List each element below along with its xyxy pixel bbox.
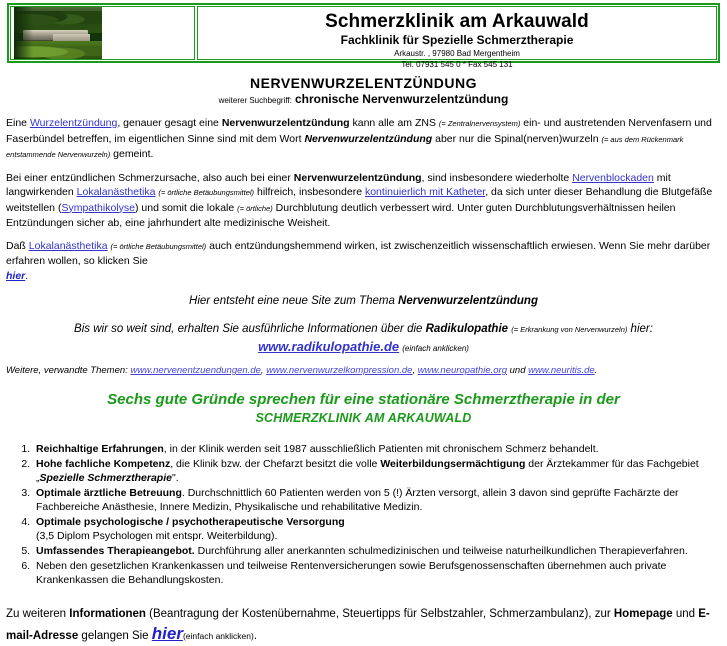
link-nervenwurzelkompression-de[interactable]: www.nervenwurzelkompression.de: [266, 365, 413, 376]
reason-1-rest: , in der Klinik werden seit 1987 ausschließlich Patienten mit chronischem Schmerz behandelt.: [163, 443, 599, 455]
link-neuropathie-org[interactable]: www.neuropathie.org: [417, 365, 507, 376]
footer-note: (einfach anklicken): [182, 631, 254, 641]
reason-4-rest2: (3,5 Diplom Psychologen mit entspr. Weiterbildung).: [36, 530, 278, 542]
notice-text-3: hier:: [627, 323, 653, 335]
reason-2-italic: Spezielle Schmerztherapie: [39, 472, 172, 484]
search-term-value: chronische Nervenwurzelentzündung: [294, 92, 509, 106]
themes-and: und: [506, 365, 529, 376]
radikulopathie-link-row: [6, 339, 721, 354]
p2-note-2: (= örtliche): [237, 203, 273, 213]
p1-text-5: aber nur die Spinal(nerven)wurzeln: [432, 132, 602, 145]
reason-1-bold: Reichhaltige Erfahrungen: [36, 443, 164, 455]
antiinflammatory-paragraph: [6, 239, 721, 284]
six-reasons-heading: [6, 390, 721, 428]
header-logo-cell: [10, 6, 195, 60]
reason-2-bold2: Weiterbildungsermächtigung: [380, 458, 526, 470]
header-title-cell: [197, 6, 717, 69]
p2-text-2: , sind insbesondere wiederholte: [421, 171, 573, 184]
footer-text-4: gelangen Sie: [78, 630, 152, 642]
six-reasons-heading-line2: SCHMERZKLINIK AM ARKAUWALD: [255, 411, 472, 425]
p2-text-7: Durchblutung deutlich verbessert wird. Unter guten Durchblutungsverhältnissen heilen Entzündungen sicher ab, eine jahrhundert alte medizinische Weisheit.: [6, 201, 676, 229]
intro-paragraph: [6, 116, 721, 163]
footer-text-5: .: [253, 630, 258, 642]
notice-note: (= Erkrankung von Nervenwurzeln): [511, 325, 628, 334]
themes-sep-1: ,: [260, 365, 267, 376]
reason-3-bold: Optimale ärztliche Betreuung: [36, 487, 182, 499]
p2-text-5: , da sich unter dieser Behandlung die Blutgefäße weitstellen (: [6, 186, 713, 214]
notice-bold-2: Radikulopathie: [425, 323, 509, 335]
link-wurzelentzuendung[interactable]: Wurzelentzündung: [29, 117, 118, 129]
link-kontinuierlich-mit-katheter[interactable]: kontinuierlich mit Katheter: [364, 186, 486, 198]
p3-text-1: Daß: [6, 239, 29, 252]
reason-2-bold: Hohe fachliche Kompetenz: [36, 458, 171, 470]
list-item: [33, 515, 721, 543]
link-hier-footer[interactable]: hier: [151, 624, 183, 643]
p1-text-6: gemeint.: [110, 148, 154, 160]
list-item: [33, 486, 721, 514]
reason-2-rest2: der Ärztekammer für das Fachgebiet „: [36, 458, 699, 484]
p1-note-1: (= Zentralnervensystem): [438, 119, 521, 128]
reason-6-rest: Neben den gesetzlichen Krankenkassen und teilweise Rentenversicherungen sowie Berufsgenossenschaften übernehmen auch private Krankenkassen die Behandlungskosten.: [36, 560, 667, 586]
footer-bold-3: E-mail-Adresse: [6, 608, 710, 642]
header-banner: [7, 3, 720, 69]
themes-label: Weitere, verwandte Themen:: [6, 365, 131, 376]
radikulopathie-link-note: (einfach anklicken): [402, 344, 469, 353]
p2-text-4: hilfreich, insbesondere: [254, 186, 365, 198]
p2-text-3: mit langwirkenden: [6, 171, 671, 198]
footer-text-3: und: [672, 608, 699, 620]
additional-search-term: [6, 93, 721, 107]
link-neuritis-de[interactable]: www.neuritis.de: [528, 365, 595, 376]
p2-bold-1: Nervenwurzelentzündung: [293, 171, 422, 184]
search-term-label: weiterer Suchbegriff:: [218, 96, 292, 105]
p1-text-2: , genauer gesagt eine: [117, 117, 222, 129]
link-radikulopathie-de[interactable]: www.radikulopathie.de: [258, 339, 400, 354]
list-item: [33, 442, 721, 456]
notice-text-1: Hier entsteht eine neue Site zum Thema: [189, 295, 399, 307]
p3-text-2: auch entzündungshemmend wirken, ist zwischenzeitlich wissenschaftlich erwiesen. Wenn Sie mehr darüber erfahren wollen, so klicken Sie: [6, 239, 711, 267]
p2-note-1: (= örtliche Betäubungsmittel): [158, 188, 255, 197]
p1-bold-2: Nervenwurzelentzündung: [304, 132, 433, 145]
reason-5-rest: Durchführung aller anerkannten schulmedizinischen und teilweise naturheilkundlichen Therapieverfahren.: [194, 545, 688, 557]
list-item: [33, 544, 721, 558]
themes-sep-2: ,: [412, 365, 418, 376]
clinic-address: Arkaustr. , 97980 Bad Mergentheim: [394, 49, 520, 58]
p1-text-1: Eine: [6, 117, 30, 129]
six-reasons-heading-line1: Sechs gute Gründe sprechen für eine stationäre Schmerztherapie in der: [107, 391, 620, 408]
p1-text-3: kann alle am ZNS: [349, 117, 439, 129]
new-site-notice-line2: [6, 321, 721, 338]
link-lokalanaesthetika-2[interactable]: Lokalanästhetika: [28, 239, 108, 252]
page-content: [0, 75, 727, 646]
reason-2-rest3: ".: [171, 472, 179, 484]
link-hier-lokalanaesthetika[interactable]: hier: [6, 269, 26, 282]
link-nervenblockaden[interactable]: Nervenblockaden: [572, 171, 654, 184]
p2-text-1: Bei einer entzündlichen Schmerzursache, also auch bei einer: [6, 171, 294, 184]
new-site-notice-line1: [6, 293, 721, 309]
treatment-paragraph: [6, 171, 721, 231]
reason-3-rest: . Durchschnittlich 60 Patienten werden von 5 (!) Ärzten versorgt, allein 3 davon sind geprüfte Fachärzte der Fachbereiche Anästhesie, Innere Medizin, Physikalische und rehabilitative Medizin.: [36, 487, 679, 513]
link-sympathikolyse[interactable]: Sympathikolyse: [61, 201, 135, 214]
footer-bold-2: Homepage: [613, 608, 673, 620]
p3-note-1: (= örtliche Betäubungsmittel): [110, 241, 207, 251]
p1-note-2: (= aus dem Rückenmark entstammende Nervenwurzeln): [6, 134, 684, 159]
p3-text-3: .: [25, 269, 29, 282]
related-themes: [6, 365, 721, 376]
notice-bold-1: Nervenwurzelentzündung: [398, 295, 538, 307]
link-nervenentzuendungen-de[interactable]: www.nervenentzuendungen.de: [130, 365, 261, 376]
p2-text-6: ) und somit die lokale: [134, 201, 238, 214]
page-title: NERVENWURZELENTZÜNDUNG: [250, 75, 477, 91]
notice-text-2: Bis wir so weit sind, erhalten Sie ausführliche Informationen über die: [74, 323, 426, 335]
list-item: [33, 457, 721, 485]
list-item: [33, 559, 721, 587]
clinic-subtitle: Fachklinik für Spezielle Schmerztherapie: [340, 33, 574, 47]
link-lokalanaesthetika-1[interactable]: Lokalanästhetika: [76, 186, 156, 198]
footer-text-2: (Beantragung der Kostenübernahme, Steuertipps für Selbstzahler, Schmerzambulanz), zur: [145, 608, 614, 620]
footer-bold-1: Informationen: [69, 608, 146, 620]
p1-text-4: ein- und austretenden Nervenfasern und Faserbündel betreffen, im eigentlichen Sinne sind mit dem Wort: [6, 117, 712, 145]
clinic-name: Schmerzklinik am Arkauwald: [325, 11, 589, 32]
footer-paragraph: [6, 605, 721, 646]
reasons-list: [6, 442, 721, 587]
reason-5-bold: Umfassendes Therapieangebot.: [36, 545, 195, 557]
reason-4-bold: Optimale psychologische / psychotherapeutische Versorgung: [36, 516, 345, 528]
clinic-building-photo: [14, 7, 102, 59]
p1-bold-1: Nervenwurzelentzündung: [221, 117, 350, 129]
themes-end: .: [594, 365, 598, 376]
clinic-phone: Tel. 07931 545 0 * Fax 545 131: [401, 60, 513, 69]
reason-2-rest: , die Klinik bzw. der Chefarzt besitzt die volle: [170, 458, 381, 470]
footer-text-1: Zu weiteren: [6, 608, 70, 620]
